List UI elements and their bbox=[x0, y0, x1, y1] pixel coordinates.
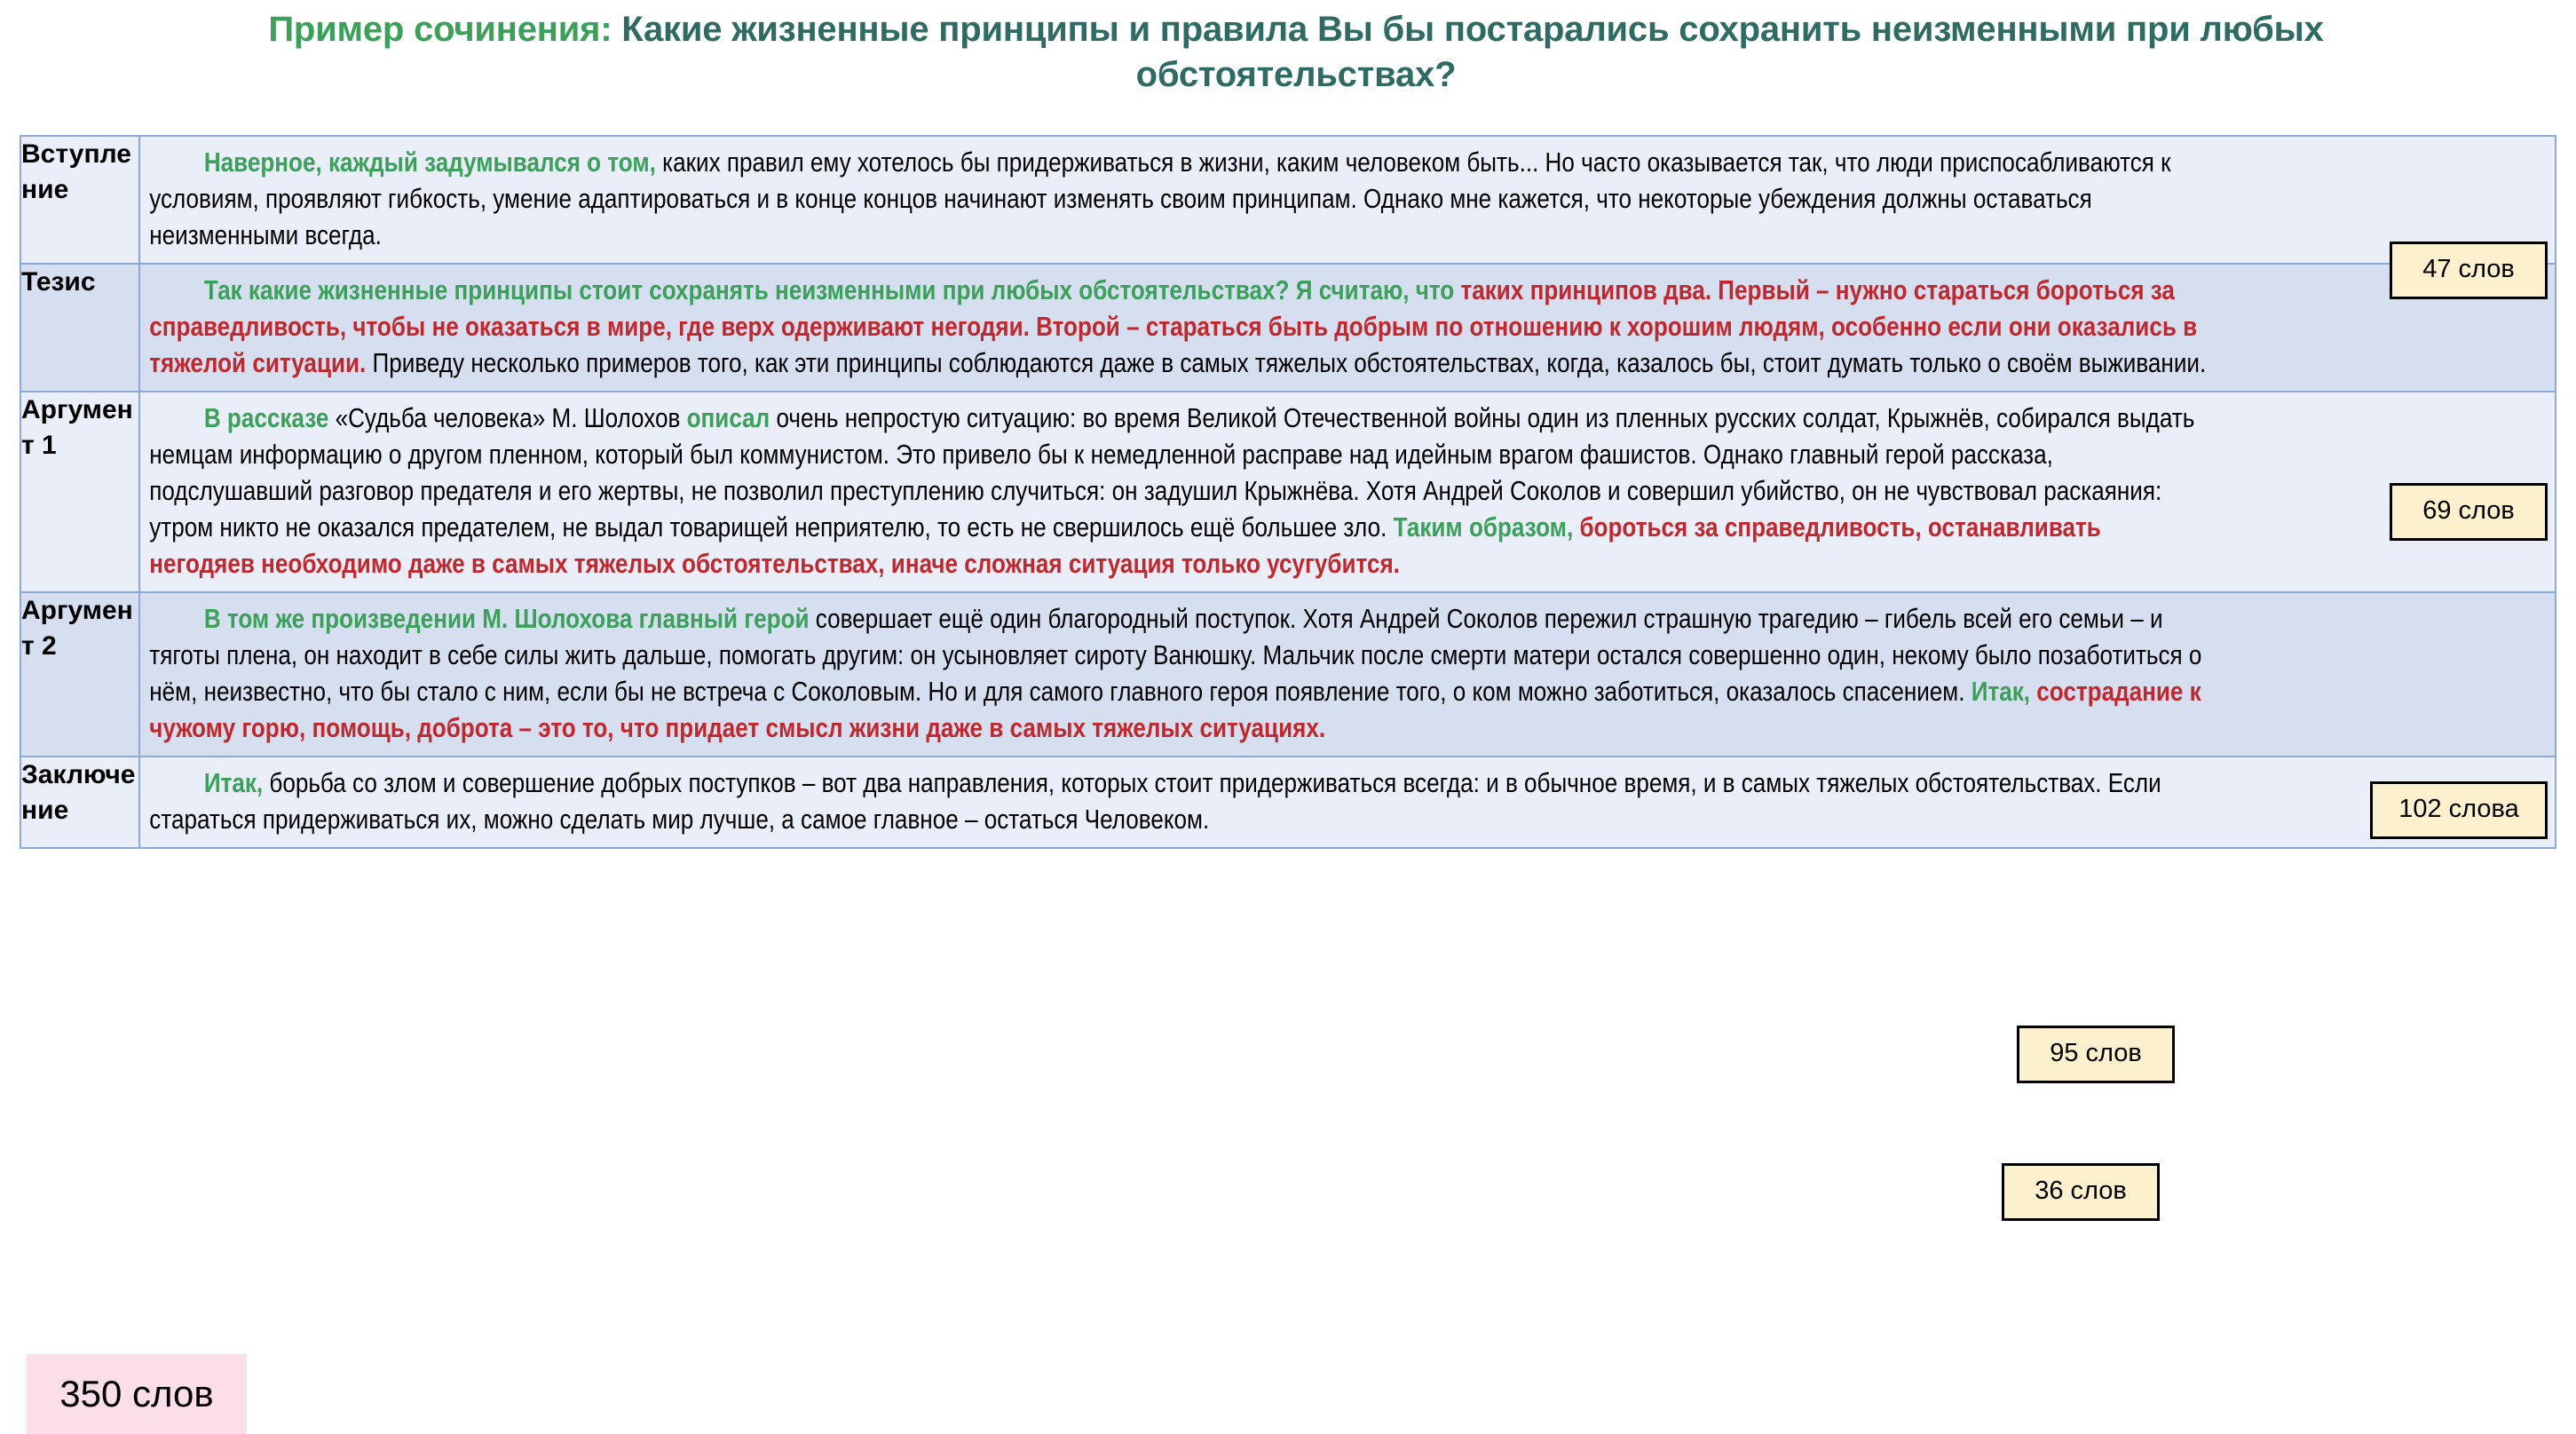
highlighted-text-green: описал bbox=[686, 403, 770, 434]
highlighted-text-green: В том же произведении М. Шолохова главный герой bbox=[203, 604, 810, 635]
essay-structure-table bbox=[20, 135, 2556, 849]
row-text-argument-1 bbox=[140, 392, 2221, 591]
row-text-vstuplenie bbox=[140, 137, 2221, 263]
highlighted-text-red: таких принципов два. Первый – нужно стараться бороться за справедливость, чтобы не оказаться в мире, где верх одерживают негодяи. Второй – стараться быть добрым по отношению к хорошим людям, особенно если они оказались в тяжелой ситуации. bbox=[149, 275, 2198, 379]
table-body bbox=[20, 136, 2556, 848]
paragraph: Наверное, каждый задумывался о том, каких правил ему хотелось бы придерживаться в жизни, каким человеком быть... Но часто оказывается так, что люди приспосабливаются к условиям, проявляют гибкость, умение адаптироваться и в конце концов начинают изменять своим принципам. Однако мне кажется, что некоторые убеждения должны оставаться неизменными всегда. bbox=[149, 147, 2171, 251]
row-text-argument-2 bbox=[140, 593, 2221, 756]
row-label-tezis: Тезис bbox=[20, 264, 139, 392]
row-content-argument-2 bbox=[139, 592, 2556, 757]
word-count-badge-vstuplenie: 47 слов bbox=[2390, 242, 2548, 299]
table-row bbox=[20, 392, 2556, 592]
word-count-badge-argument-1: 102 слова bbox=[2370, 781, 2548, 839]
highlighted-text-green: Итак, bbox=[1971, 677, 2031, 708]
word-count-badge-zaklyuchenie: 36 слов bbox=[2002, 1163, 2160, 1221]
row-content-argument-1 bbox=[139, 392, 2556, 592]
total-word-count-badge: 350 слов bbox=[27, 1354, 247, 1434]
paragraph: В рассказе «Судьба человека» М. Шолохов описал очень непростую ситуацию: во время Великой Отечественной войны один из пленных русских солдат, Крыжнёв, собирался выдать немцам информацию о другом пленном, который был коммунистом. Это привело бы к немедленной расправе над идейным врагом фашистов. Однако главный герой рассказа, подслушавший разговор предателя и его жертвы, не позволил преступлению случиться: он задушил Крыжнёва. Хотя Андрей Соколов и совершил убийство, он не чувствовал раскаяния: утром никто не оказался предателем, не выдал товарищей неприятелю, то есть не свершилось ещё большее зло. Таким образом, бороться за справедливость, останавливать негодяев необходимо даже в самых тяжелых обстоятельствах, иначе сложная ситуация только усугубится. bbox=[149, 403, 2195, 580]
highlighted-text-green: Итак, bbox=[203, 768, 264, 799]
row-text-zaklyuchenie bbox=[140, 757, 2221, 847]
row-content-zaklyuchenie bbox=[139, 757, 2556, 848]
word-count-badge-tezis: 69 слов bbox=[2390, 483, 2548, 541]
page-title-rest: Какие жизненные принципы и правила Вы бы постарались сохранить неизменными при любых обстоятельствах? bbox=[612, 10, 2324, 95]
table-row bbox=[20, 136, 2556, 264]
paragraph: Так какие жизненные принципы стоит сохранять неизменными при любых обстоятельствах? Я считаю, что таких принципов два. Первый – нужно стараться бороться за справедливость, чтобы не оказаться в мире, где верх одерживают негодяи. Второй – стараться быть добрым по отношению к хорошим людям, особенно если они оказались в тяжелой ситуации. Приведу несколько примеров того, как эти принципы соблюдаются даже в самых тяжелых обстоятельствах, когда, казалось бы, стоит думать только о своём выживании. bbox=[149, 275, 2207, 379]
page-title bbox=[160, 7, 2432, 98]
row-content-tezis bbox=[139, 264, 2556, 392]
table-row bbox=[20, 592, 2556, 757]
paragraph: Итак, борьба со злом и совершение добрых поступков – вот два направления, которых стоит придерживаться всегда: и в обычное время, и в самых тяжелых обстоятельствах. Если стараться придерживаться их, можно сделать мир лучше, а самое главное – остаться Человеком. bbox=[149, 768, 2161, 836]
table-row bbox=[20, 757, 2556, 848]
highlighted-text-green: В рассказе bbox=[203, 403, 329, 434]
highlighted-text-green: Наверное, каждый задумывался о том, bbox=[203, 147, 656, 178]
highlighted-text-green: Таким образом, bbox=[1393, 512, 1574, 543]
row-label-zaklyuchenie: Заключение bbox=[20, 757, 139, 848]
highlighted-text-red: сострадание к чужому горю, помощь, доброта – это то, что придает смысл жизни даже в самых тяжелых ситуациях. bbox=[149, 677, 2201, 744]
row-label-vstuplenie: Вступление bbox=[20, 136, 139, 264]
paragraph: В том же произведении М. Шолохова главный герой совершает ещё один благородный поступок. Хотя Андрей Соколов пережил страшную трагедию – гибель всей его семьи – и тяготы плена, он находит в себе силы жить дальше, помогать другим: он усыновляет сироту Ванюшку. Мальчик после смерти матери остался совершенно один, некому было позаботиться о нём, неизвестно, что бы стало с ним, если бы не встреча с Соколовым. Но и для самого главного героя появление того, о ком можно заботиться, оказалось спасением. Итак, сострадание к чужому горю, помощь, доброта – это то, что придает смысл жизни даже в самых тяжелых ситуациях. bbox=[149, 604, 2202, 744]
word-count-badge-argument-2: 95 слов bbox=[2017, 1026, 2175, 1083]
row-text-tezis bbox=[140, 265, 2221, 391]
row-content-vstuplenie bbox=[139, 136, 2556, 264]
row-label-argument-1: Аргумент 1 bbox=[20, 392, 139, 592]
highlighted-text-green: Так какие жизненные принципы стоит сохранять неизменными при любых обстоятельствах? Я считаю, что bbox=[203, 275, 1461, 306]
row-label-argument-2: Аргумент 2 bbox=[20, 592, 139, 757]
table-row bbox=[20, 264, 2556, 392]
page-title-accent: Пример сочинения: bbox=[268, 10, 612, 49]
highlighted-text-red: бороться за справедливость, останавливать негодяев необходимо даже в самых тяжелых обстоятельствах, иначе сложная ситуация только усугубится. bbox=[149, 512, 2101, 580]
